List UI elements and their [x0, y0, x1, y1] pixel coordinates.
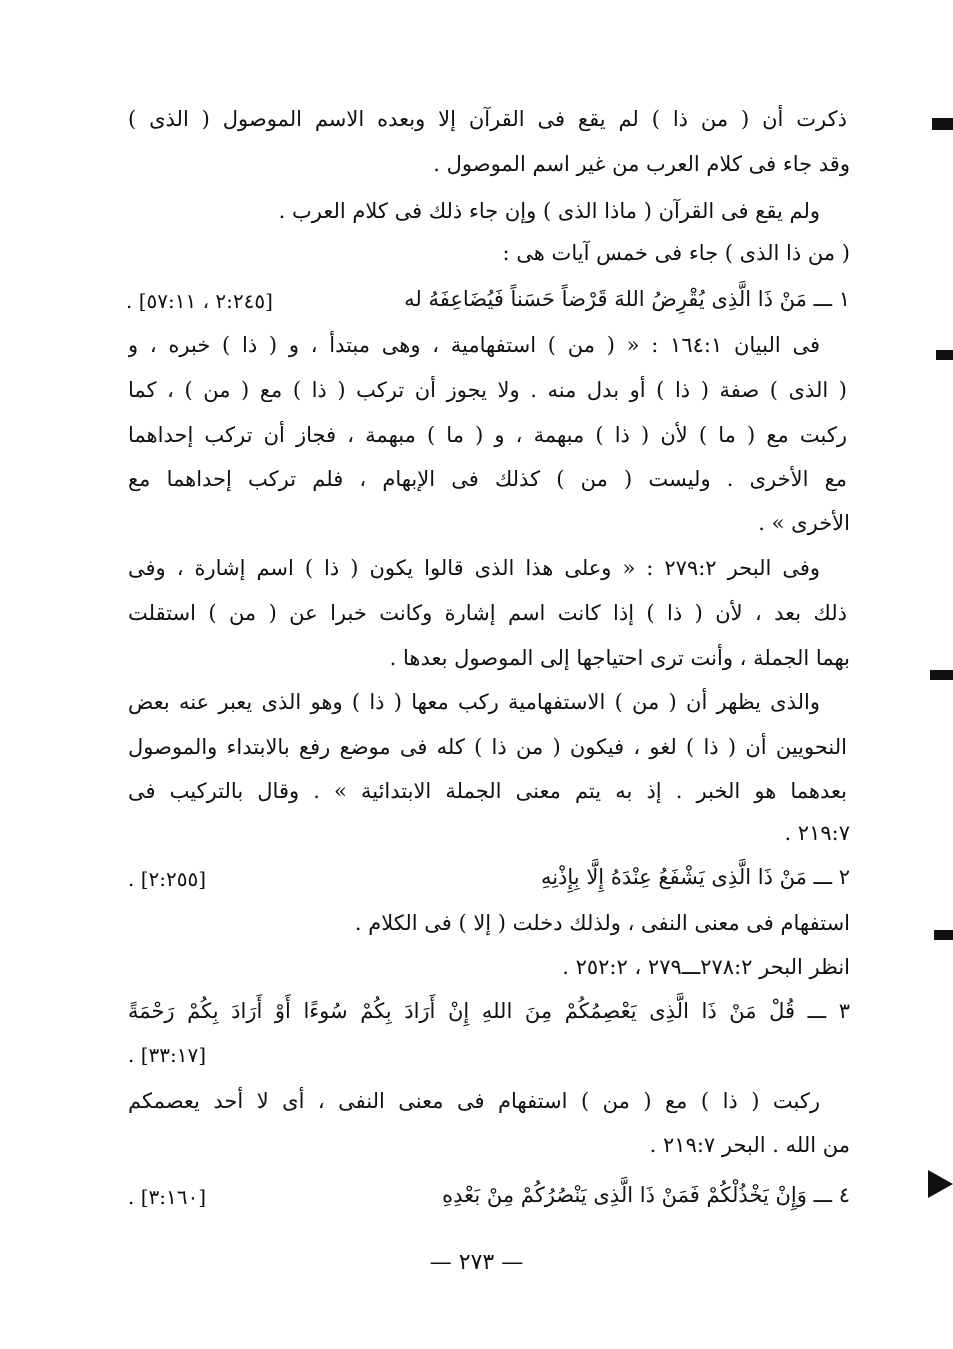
text-line: فى البيان ١٦٤:١ : « ( من ) استفهامية ، وهى مبتدأ ، و ( ذا ) خبره ، و	[128, 333, 820, 357]
text-line: مع الأخرى . وليست ( من ) كذلك فى الإبهام ، فلم تركب إحداهما مع	[128, 467, 847, 491]
verse-reference-3: [٣٣:١٧] .	[128, 1043, 207, 1067]
scan-edge-arrow	[928, 1170, 953, 1198]
text-line: انظر البحر ٢٧٨:٢ـــ٢٧٩ ، ٢٥٢:٢ .	[562, 955, 850, 979]
text-line: ( من ذا الذى ) جاء فى خمس آيات هى :	[502, 241, 850, 265]
text-line: ٢١٩:٧ .	[784, 821, 850, 845]
quran-verse-1: ١ ـــ مَنْ ذَا الَّذِى يُقْرِضُ اللهَ قَرْضاً حَسَناً فَيُضَاعِفَهُ له	[404, 287, 850, 311]
text-line: من الله . البحر ٢١٩:٧ .	[649, 1133, 850, 1157]
text-line: ذكرت أن ( من ذا ) لم يقع فى القرآن إلا وبعده الاسم الموصول ( الذى )	[128, 107, 847, 131]
verse-reference-2: [٢:٢٥٥] .	[128, 867, 207, 891]
text-line: بهما الجملة ، وأنت ترى احتياجها إلى الموصول بعدها .	[389, 646, 850, 670]
page-number: — ٢٧٣ —	[429, 1250, 524, 1275]
verse-reference-4: [٣:١٦٠] .	[128, 1185, 207, 1209]
quran-verse-3: ٣ ـــ قُلْ مَنْ ذَا الَّذِى يَعْصِمُكُمْ مِنَ اللهِ إِنْ أَرَادَ بِكُمْ سُوءًا أَوْ أَرَادَ بِكُمْ رَحْمَةً	[128, 999, 850, 1023]
text-line: ركبت مع ( ما ) لأن ( ذا ) مبهمة ، و ( ما ) مبهمة ، فجاز أن تركب إحداهما	[128, 423, 847, 447]
quran-verse-4: ٤ ـــ وَإِنْ يَخْذُلْكُمْ فَمَنْ ذَا الَّذِى يَنْصُرُكُمْ مِنْ بَعْدِهِ	[442, 1183, 850, 1207]
quran-verse-2: ٢ ـــ مَنْ ذَا الَّذِى يَشْفَعُ عِنْدَهُ إِلَّا بِإِذْنِهِ	[540, 865, 850, 889]
text-line: بعدهما هو الخبر . إذ به يتم معنى الجملة الابتدائية » . وقال بالتركيب فى	[128, 779, 847, 803]
scan-edge-mark	[930, 670, 953, 680]
text-line: ( الذى ) صفة ( ذا ) أو بدل منه . ولا يجوز أن تركب ( ذا ) مع ( من ) ، كما	[128, 378, 847, 402]
text-line: والذى يظهر أن ( من ) الاستفهامية ركب معها ( ذا ) وهو الذى يعبر عنه بعض	[128, 690, 820, 714]
text-line: ولم يقع فى القرآن ( ماذا الذى ) وإن جاء ذلك فى كلام العرب .	[278, 199, 820, 223]
text-line: النحويين أن ( ذا ) لغو ، فيكون ( من ذا ) كله فى موضع رفع بالابتداء والموصول	[128, 735, 847, 759]
verse-reference-1: [٢:٢٤٥ ، ٥٧:١١] .	[126, 289, 273, 313]
text-line: وفى البحر ٢٧٩:٢ : « وعلى هذا الذى قالوا يكون ( ذا ) اسم إشارة ، وفى	[128, 556, 820, 580]
text-line: استفهام فى معنى النفى ، ولذلك دخلت ( إلا ) فى الكلام .	[354, 911, 850, 935]
text-line: ركبت ( ذا ) مع ( من ) استفهام فى معنى النفى ، أى لا أحد يعصمكم	[128, 1089, 820, 1113]
text-line: ذلك بعد ، لأن ( ذا ) إذا كانت اسم إشارة وكانت خبرا عن ( من ) استقلت	[128, 601, 847, 625]
text-line: الأخرى » .	[758, 511, 850, 535]
scan-edge-mark	[934, 930, 953, 940]
scan-edge-mark	[936, 350, 953, 360]
text-line: وقد جاء فى كلام العرب من غير اسم الموصول .	[433, 152, 850, 176]
scan-edge-mark	[932, 118, 953, 130]
